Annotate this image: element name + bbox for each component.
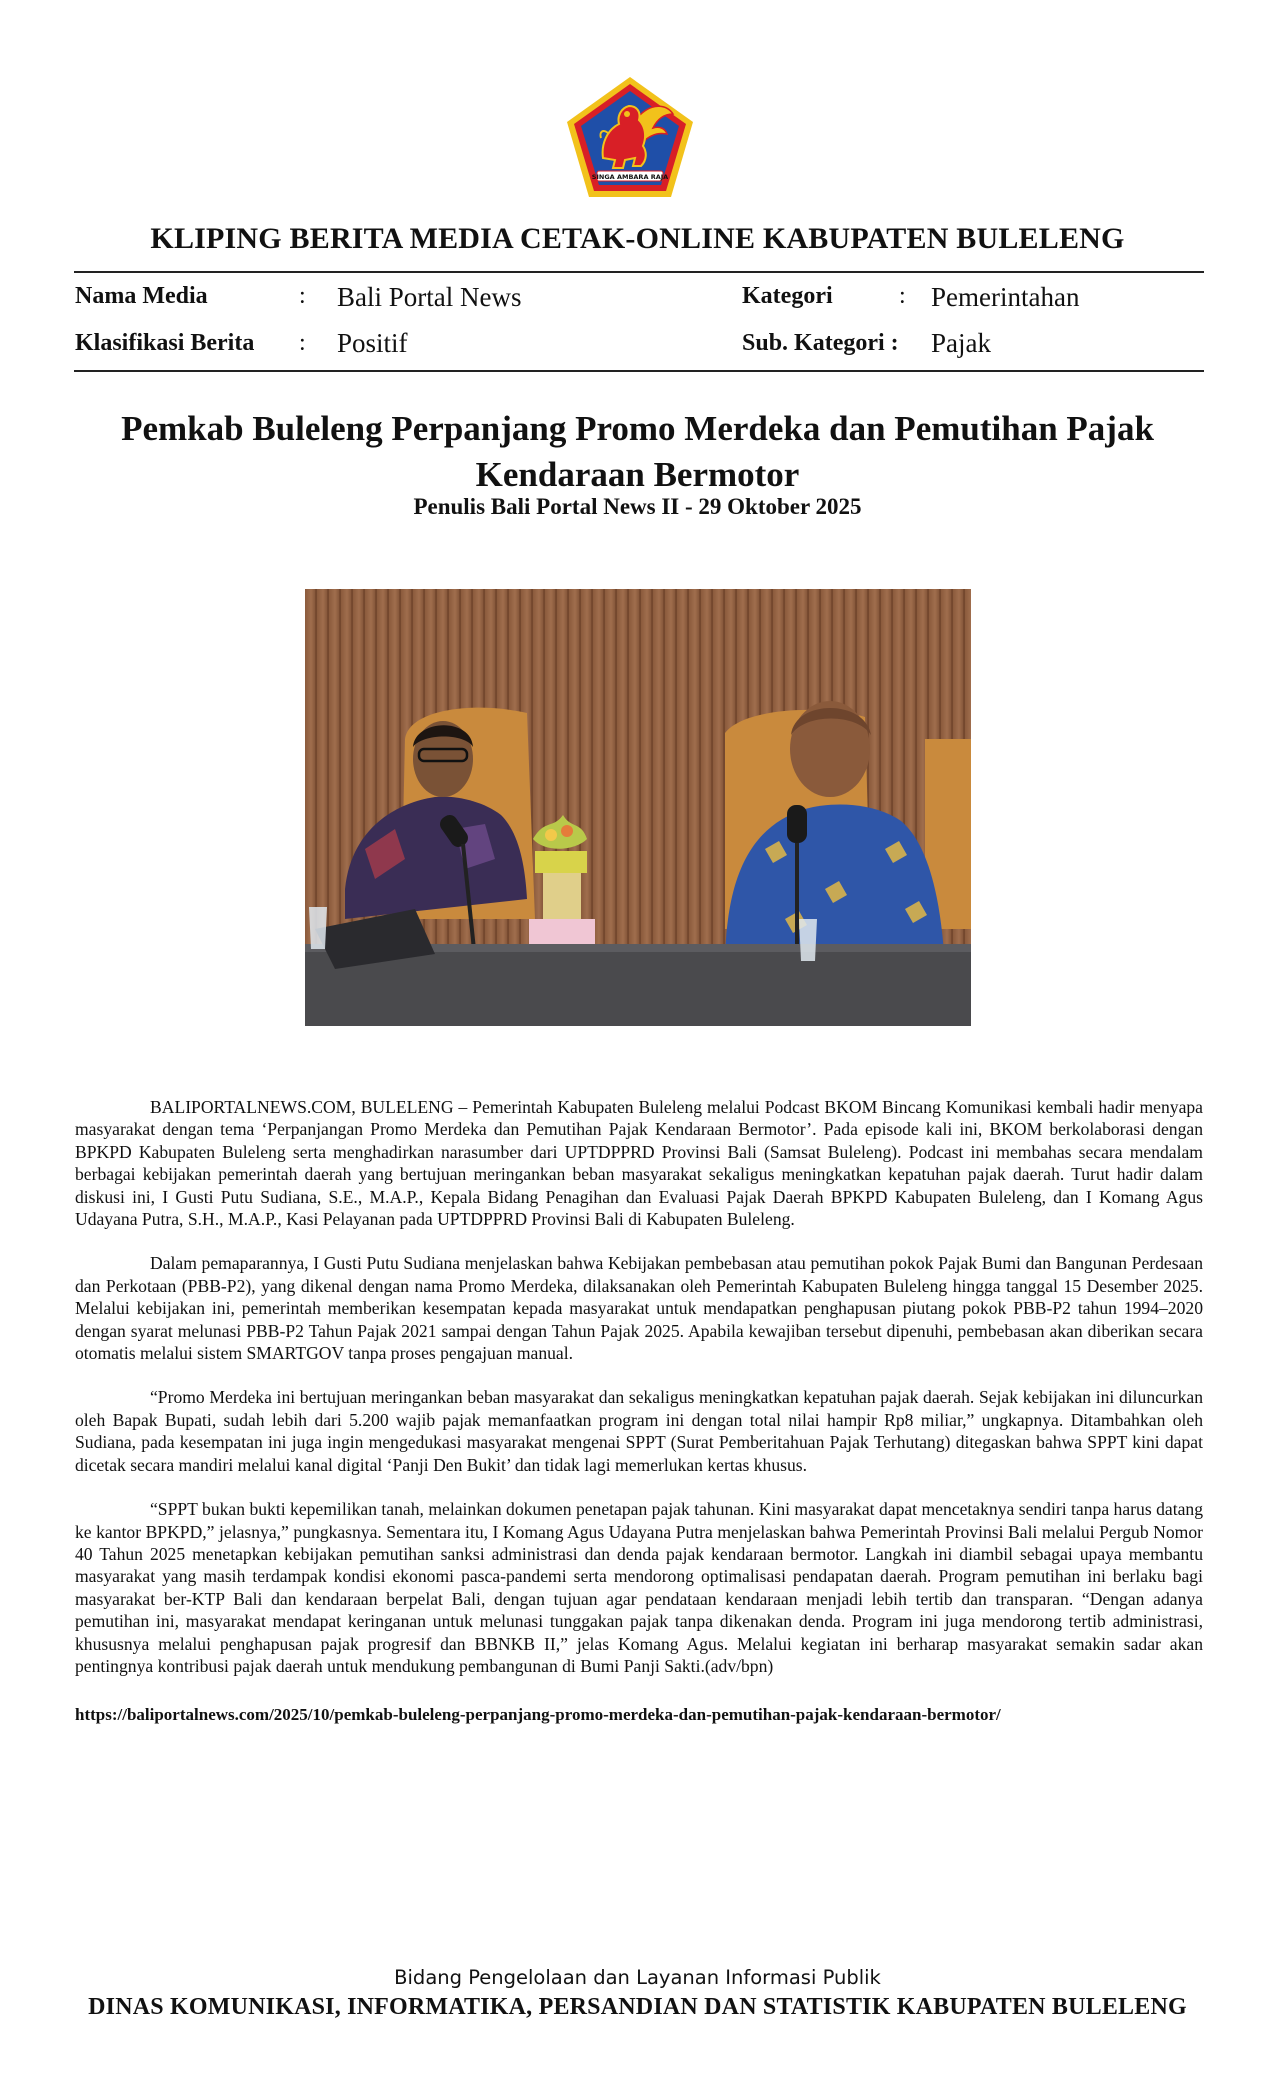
klasifikasi-berita-label: Klasifikasi Berita	[75, 330, 255, 356]
footer-division: Bidang Pengelolaan dan Layanan Informasi Publik	[394, 1966, 881, 1989]
buleleng-crest-icon	[563, 74, 697, 200]
nama-media-colon: :	[299, 283, 306, 309]
header-divider-bottom	[74, 370, 1204, 372]
sub-kategori-label: Sub. Kategori :	[742, 330, 899, 356]
article-body	[75, 1096, 1203, 1699]
article-paragraph-4: “SPPT bukan bukti kepemilikan tanah, melainkan dokumen penetapan pajak tahunan. Kini masyarakat dapat mencetaknya sendiri tanpa harus datang ke kantor BPKPD,” jelasnya,” pungkasnya. Sementara itu, I Komang Agus Udayana Putra menjelaskan bahwa Pemerintah Provinsi Bali melalui Pergub Nomor 40 Tahun 2025 menetapkan kebijakan pemutihan sanksi administrasi dan denda pajak kendaraan bermotor. Langkah ini diambil sebagai upaya membantu masyarakat yang masih terdampak kondisi ekonomi pasca-pandemi serta mendorong optimalisasi pendapatan daerah. Program pemutihan ini berlaku bagi masyarakat ber-KTP Bali dan kendaraan berpelat Bali, dengan tujuan agar pendataan kendaraan menjadi lebih tertib dan transparan. “Dengan adanya pemutihan ini, masyarakat mendapat keringanan untuk melunasi tunggakan pajak tanpa dikenakan denda. Program ini juga mendorong tertib administrasi, khususnya melalui penghapusan pajak progresif dan BBNKB II,” jelas Komang Agus. Melalui kegiatan ini berharap masyarakat semakin sadar akan pentingnya kontribusi pajak daerah untuk mendukung pembangunan di Bumi Panji Sakti.(adv/bpn)	[75, 1499, 1203, 1676]
article-paragraph-3: “Promo Merdeka ini bertujuan meringankan beban masyarakat dan sekaligus meningkatkan kepatuhan pajak daerah. Sejak kebijakan ini diluncurkan oleh Bapak Bupati, sudah lebih dari 5.200 wajib pajak memanfaatkan program ini dengan total nilai hampir Rp8 miliar,” ungkapnya. Ditambahkan oleh Sudiana, pada kesempatan ini juga ingin mengedukasi masyarakat mengenai SPPT (Surat Pemberitahuan Pajak Terhutang) ditegaskan bahwa SPPT kini dapat dicetak secara mandiri melalui kanal digital ‘Panji Den Bukit’ dan tidak lagi memerlukan kertas khusus.	[75, 1387, 1203, 1475]
article-paragraph-2: Dalam pemaparannya, I Gusti Putu Sudiana menjelaskan bahwa Kebijakan pembebasan atau pemutihan pokok Pajak Bumi dan Bangunan Perdesaan dan Perkotaan (PBB-P2), yang dikenal dengan nama Promo Merdeka, dilaksanakan oleh Pemerintah Kabupaten Buleleng hingga tanggal 15 Desember 2025. Melalui kebijakan ini, pemerintah memberikan kesempatan kepada masyarakat untuk mendapatkan penghapusan piutang pokok PBB-P2 tahun 1994–2020 dengan syarat melunasi PBB-P2 Tahun Pajak 2021 sampai dengan Tahun Pajak 2025. Apabila kewajiban tersebut dipenuhi, pembebasan akan diberikan secara otomatis melalui sistem SMARTGOV tanpa proses pengajuan manual.	[75, 1253, 1203, 1364]
source-url-link[interactable]: https://baliportalnews.com/2025/10/pemkab-buleleng-perpanjang-promo-merdeka-dan-pemutihan-pajak-kendaraan-bermotor/	[75, 1705, 1001, 1724]
nama-media-label: Nama Media	[75, 283, 208, 309]
page-header-title: KLIPING BERITA MEDIA CETAK-ONLINE KABUPATEN BULELENG	[150, 222, 1125, 255]
article-paragraph-1: BALIPORTALNEWS.COM, BULELENG – Pemerintah Kabupaten Buleleng melalui Podcast BKOM Bincang Komunikasi kembali hadir menyapa masyarakat dengan tema ‘Perpanjangan Promo Merdeka dan Pemutihan Pajak Kendaraan Bermotor’. Pada episode kali ini, BKOM berkolaborasi dengan BPKPD Kabupaten Buleleng serta menghadirkan narasumber dari UPTDPPRD Provinsi Bali (Samsat Buleleng). Podcast ini membahas secara mendalam berbagai kebijakan pemerintah daerah yang bertujuan meringankan beban masyarakat sekaligus meningkatkan kepatuhan pajak daerah. Turut hadir dalam diskusi ini, I Gusti Putu Sudiana, S.E., M.A.P., Kepala Bidang Penagihan dan Evaluasi Pajak Daerah BPKPD Kabupaten Buleleng, dan I Komang Agus Udayana Putra, S.H., M.A.P., Kasi Pelayanan pada UPTDPPRD Provinsi Bali di Kabupaten Buleleng.	[75, 1097, 1203, 1230]
crest-motto: SINGA AMBARA RAJA	[591, 173, 669, 181]
footer-agency: DINAS KOMUNIKASI, INFORMATIKA, PERSANDIAN DAN STATISTIK KABUPATEN BULELENG	[88, 1994, 1187, 2020]
article-title: Pemkab Buleleng Perpanjang Promo Merdeka dan Pemutihan Pajak Kendaraan Bermotor	[121, 409, 1154, 494]
kategori-colon: :	[899, 283, 906, 309]
kategori-label: Kategori	[742, 283, 833, 309]
article-byline: Penulis Bali Portal News II - 29 Oktober 2025	[413, 494, 862, 519]
podcast-photo	[305, 589, 971, 1026]
sub-kategori-value: Pajak	[931, 328, 991, 358]
header-divider-top	[74, 271, 1204, 273]
kategori-value: Pemerintahan	[931, 282, 1080, 312]
klasifikasi-berita-colon: :	[299, 330, 306, 356]
klasifikasi-berita-value: Positif	[337, 328, 408, 358]
nama-media-value: Bali Portal News	[337, 282, 522, 312]
